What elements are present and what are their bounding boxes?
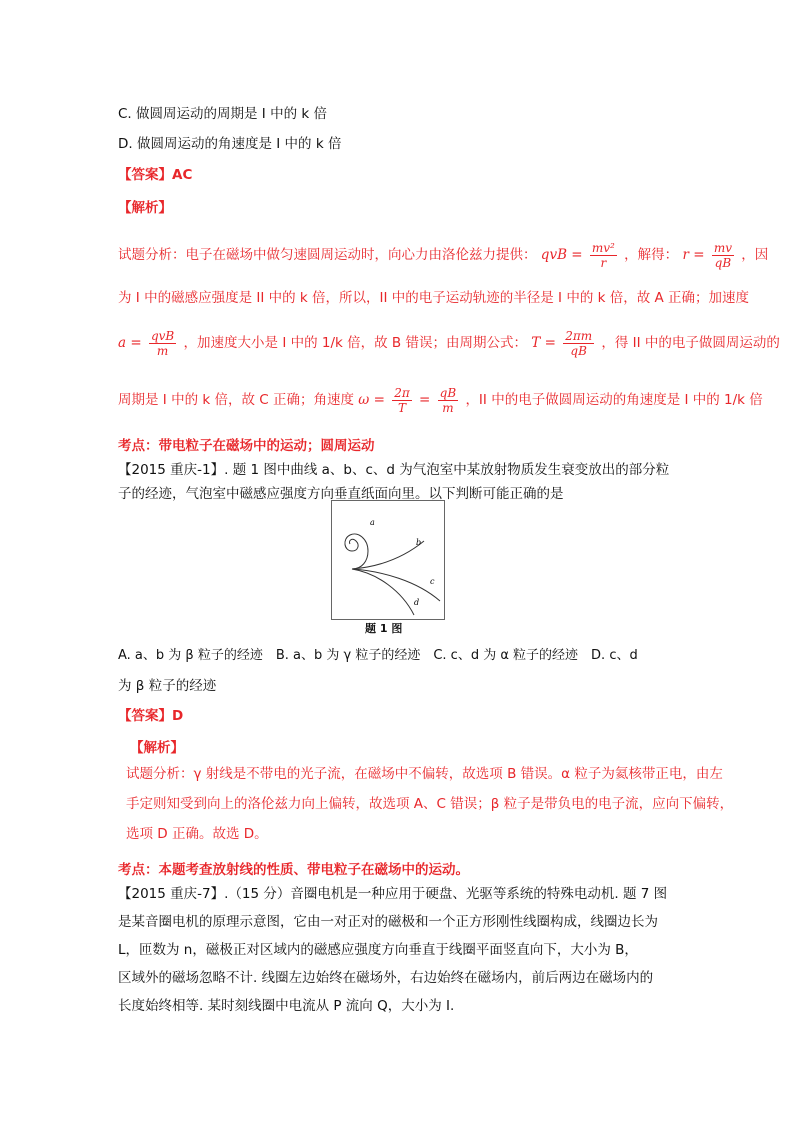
label-b: b bbox=[416, 538, 422, 547]
formula-lhs: a = bbox=[118, 335, 142, 351]
formula-lhs: ω = bbox=[358, 392, 385, 408]
track-a bbox=[345, 534, 368, 569]
label-c: c bbox=[430, 577, 435, 586]
analysis-1-line-3 bbox=[118, 326, 780, 360]
analysis-text: ，II 中的电子做圆周运动的角速度是 I 中的 1/k 倍 bbox=[465, 392, 763, 408]
formula-lhs: qvB = bbox=[540, 247, 583, 263]
option-c: C. 做圆周运动的周期是 I 中的 k 倍 bbox=[118, 106, 327, 122]
analysis-1-line-2: 为 I 中的磁感应强度是 II 中的 k 倍，所以，II 中的电子运动轨迹的半径是 I 中的 k 倍，故 A 正确；加速度 bbox=[118, 290, 750, 306]
option-d: D. 做圆周运动的角速度是 I 中的 k 倍 bbox=[118, 136, 342, 152]
formula-lhs: T = bbox=[531, 335, 556, 351]
question-2-options-cont: 为 β 粒子的经迹 bbox=[118, 678, 217, 694]
question-3-line-5: 长度始终相等. 某时刻线圈中电流从 P 流向 Q，大小为 I. bbox=[118, 998, 455, 1014]
knowledge-point-1: 考点：带电粒子在磁场中的运动；圆周运动 bbox=[118, 438, 375, 454]
analysis-text: ，因 bbox=[741, 247, 769, 263]
formula-fraction: $\frac{2\pi}{T}$ bbox=[394, 385, 410, 415]
label-a: a bbox=[370, 518, 375, 527]
formula-fraction: $\frac{qB}{m}$ bbox=[439, 385, 457, 415]
analysis-2-line-3: 选项 D 正确。故选 D。 bbox=[126, 826, 268, 842]
knowledge-point-2: 考点：本题考查放射线的性质、带电粒子在磁场中的运动。 bbox=[118, 862, 469, 878]
question-3-line-3: L，匝数为 n，磁极正对区域内的磁感应强度方向垂直于线圈平面竖直向下，大小为 B， bbox=[118, 942, 638, 958]
analysis-text: ，加速度大小是 I 中的 1/k 倍，故 B 错误；由周期公式： bbox=[183, 335, 527, 351]
question-2-options: A. a、b 为 β 粒子的经迹 B. a、b 为 γ 粒子的经迹 C. c、d 为 α 粒子的经迹 D. c、d bbox=[118, 648, 638, 663]
formula-fraction: $\frac{\text{mv²}}{r}$ bbox=[591, 240, 615, 270]
analysis-1-line-1 bbox=[118, 238, 768, 272]
question-2-line-2: 子的经迹，气泡室中磁感应强度方向垂直纸面向里。以下判断可能正确的是 bbox=[118, 486, 564, 502]
track-figure bbox=[331, 500, 445, 620]
analysis-2-line-1: 试题分析：γ 射线是不带电的光子流，在磁场中不偏转，故选项 B 错误。α 粒子为氦核带正电，由左 bbox=[126, 766, 723, 782]
answer-1: 【答案】AC bbox=[118, 167, 193, 183]
analysis-text: ，得 II 中的电子做圆周运动的 bbox=[601, 335, 780, 351]
question-3-line-4: 区域外的磁场忽略不计. 线圈左边始终在磁场外，右边始终在磁场内，前后两边在磁场内的 bbox=[118, 970, 654, 986]
track-d bbox=[352, 569, 414, 615]
figure-caption: 题 1 图 bbox=[365, 622, 403, 635]
formula-fraction: $\frac{\text{qvB}}{m}$ bbox=[150, 328, 175, 358]
formula-fraction: $\frac{2\pi m}{qB}$ bbox=[565, 328, 593, 358]
track-c bbox=[352, 569, 440, 601]
analysis-heading-1: 【解析】 bbox=[118, 200, 172, 216]
answer-2: 【答案】D bbox=[118, 708, 184, 724]
analysis-heading-2: 【解析】 bbox=[130, 740, 184, 756]
analysis-text: 周期是 I 中的 k 倍，故 C 正确；角速度 bbox=[118, 392, 354, 408]
analysis-2-line-2: 手定则知受到向上的洛伦兹力向上偏转，故选项 A、C 错误；β 粒子是带负电的电子流，应向下偏转， bbox=[126, 796, 734, 812]
question-3-line-1: 【2015 重庆-7】.（15 分）音圈电机是一种应用于硬盘、光驱等系统的特殊电动机. 题 7 图 bbox=[118, 886, 668, 902]
track-diagram bbox=[332, 501, 444, 619]
analysis-text: ，解得： bbox=[624, 247, 679, 263]
formula-lhs: r = bbox=[682, 247, 705, 263]
formula-fraction: $\frac{mv}{qB}$ bbox=[713, 240, 732, 270]
question-2-line-1: 【2015 重庆-1】. 题 1 图中曲线 a、b、c、d 为气泡室中某放射物质发生衰变放出的部分粒 bbox=[118, 462, 670, 478]
question-3-line-2: 是某音圈电机的原理示意图，它由一对正对的磁极和一个正方形刚性线圈构成，线圈边长为 bbox=[118, 914, 658, 930]
analysis-text: 试题分析：电子在磁场中做匀速圆周运动时，向心力由洛伦兹力提供： bbox=[118, 247, 537, 263]
analysis-1-line-4 bbox=[118, 383, 763, 417]
formula-equals: = bbox=[419, 392, 431, 408]
label-d: d bbox=[414, 598, 420, 607]
